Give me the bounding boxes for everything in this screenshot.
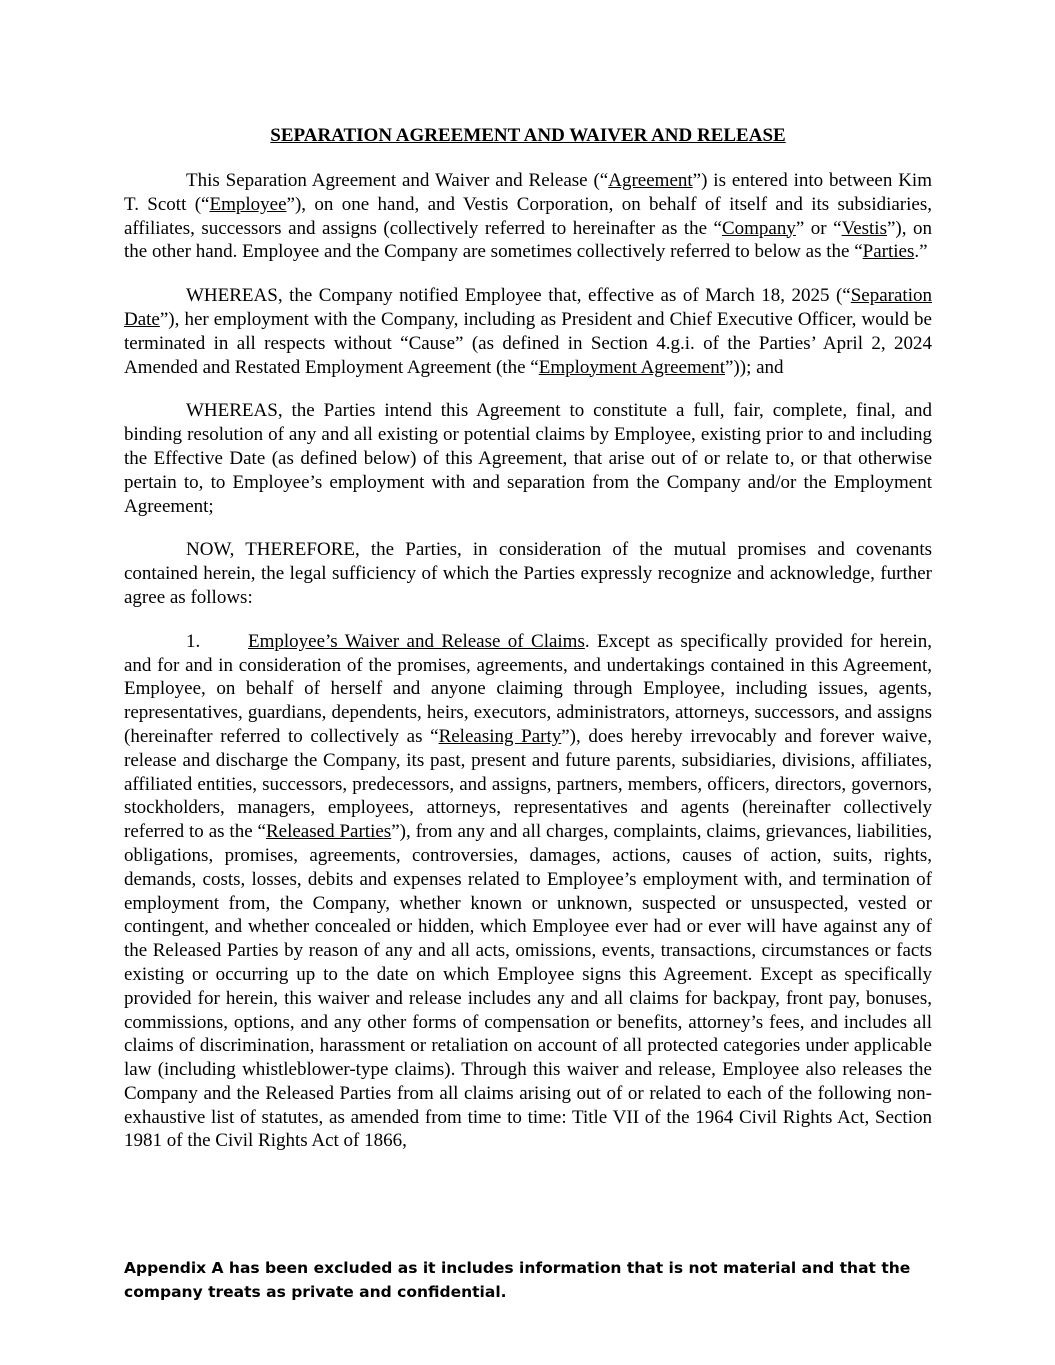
document-title: SEPARATION AGREEMENT AND WAIVER AND RELEASE [270, 125, 786, 146]
section-1-paragraph: 1. Employee’s Waiver and Release of Claims. Except as specifically provided for herein, and for and in consideration of the promises, agreements, and undertakings contained in this Agreement, Employee, on behalf of herself and anyone claiming through Employee, including issues, agents, representatives, guardians, dependents, heirs, executors, administrators, attorneys, successors, and assigns (hereinafter referred to collectively as “Releasing Party”), does hereby irrevocably and forever waive, release and discharge the Company, its past, present and future parents, subsidiaries, divisions, affiliates, affiliated entities, successors, predecessors, and assigns, partners, members, officers, directors, governors, stockholders, managers, employees, attorneys, representatives and agents (hereinafter collectively referred to as the “Released Parties”), from any and all charges, complaints, claims, grievances, liabilities, obligations, promises, agreements, controversies, damages, actions, causes of action, suits, rights, demands, costs, losses, debits and expenses related to Employee’s employment with, and termination of employment from, the Company, whether known or unknown, suspected or unsuspected, vested or contingent, and whether concealed or hidden, which Employee ever had or ever will have against any of the Released Parties by reason of any and all acts, omissions, events, transactions, circumstances or facts existing or occurring up to the date on which Employee signs this Agreement. Except as specifically provided for herein, this waiver and release includes any and all claims for backpay, front pay, bonuses, commissions, options, and any other forms of compensation or benefits, attorney’s fees, and includes all claims of discrimination, harassment or retaliation on account of all protected categories under applicable law (including whistleblower-type claims). Through this waiver and release, Employee also releases the Company and the Released Parties from all claims arising out of or related to each of the following non-exhaustive list of statutes, as amended from time to time: Title VII of the 1964 Civil Rights Act, Section 1981 of the Civil Rights Act of 1866, [124, 630, 932, 1152]
whereas-paragraph-2: WHEREAS, the Parties intend this Agreement to constitute a full, fair, complete, final, and binding resolution of any and all existing or potential claims by Employee, existing prior to and including the Effective Date (as defined below) of this Agreement, that arise out of or relate to, or that otherwise pertain to, to Employee’s employment with and separation from the Company and/or the Employment Agreement; [124, 400, 932, 517]
defined-term-company: Company [721, 217, 796, 239]
defined-term-employment-agreement: Employment Agreement [538, 356, 725, 378]
footer-note: Appendix A has been excluded as it includes information that is not material and that the company treats as private and confidential. [124, 1259, 911, 1301]
defined-term-released-parties: Released Parties [265, 821, 392, 843]
defined-term-vestis: Vestis [841, 217, 887, 239]
defined-term-releasing-party: Releasing Party [438, 725, 562, 747]
document-page [124, 124, 932, 1173]
section-heading: Employee’s Waiver and Release of Claims [248, 630, 585, 652]
defined-term-agreement: Agreement [608, 170, 693, 191]
defined-term-parties: Parties [862, 241, 915, 263]
defined-term-separation-date: Separation Date [124, 285, 932, 330]
whereas-paragraph-1: WHEREAS, the Company notified Employee that, effective as of March 18, 2025 (“Separation Date”), her employment with the Company, including as President and Chief Executive Officer, would be terminated in all respects without “Cause” (as defined in Section 4.g.i. of the Parties’ April 2, 2024 Amended and Restated Employment Agreement (the “Employment Agreement”)); and [124, 285, 932, 378]
now-therefore-paragraph: NOW, THEREFORE, the Parties, in consideration of the mutual promises and covenants contained herein, the legal sufficiency of which the Parties expressly recognize and acknowledge, further agree as follows: [124, 539, 932, 608]
section-number: 1. [186, 630, 201, 652]
defined-term-employee: Employee [209, 193, 287, 215]
intro-paragraph: This Separation Agreement and Waiver and Release (“Agreement”) is entered into between Kim T. Scott (“Employee”), on one hand, and Vestis Corporation, on behalf of itself and its subsidiaries, affiliates, successors and assigns (collectively referred to hereinafter as the “Company” or “Vestis”), on the other hand. Employee and the Company are sometimes collectively referred to below as the “Parties.” [124, 170, 932, 263]
